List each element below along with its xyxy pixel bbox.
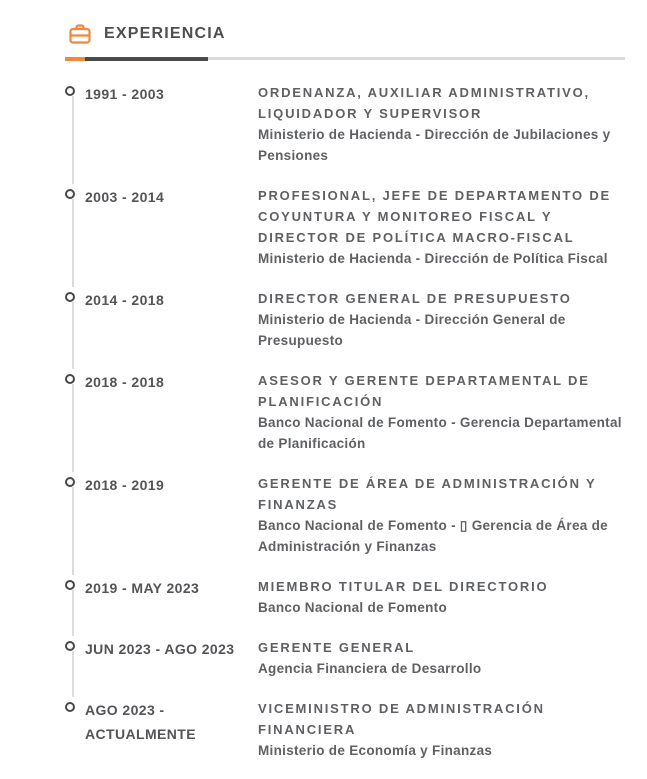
timeline-bullet-icon [65,189,75,199]
entry-details [258,185,625,269]
entry-organization: Ministerio de Hacienda - Dirección de Política Fiscal [258,251,608,266]
entry-organization: Ministerio de Hacienda - Dirección General de Presupuesto [258,312,566,348]
entry-organization: Banco Nacional de Fomento - ▯ Gerencia de Área de Administración y Finanzas [258,518,608,554]
timeline-entry [65,473,625,557]
timeline-bullet-icon [65,374,75,384]
entry-organization: Agencia Financiera de Desarrollo [258,661,482,676]
entry-details [258,473,625,557]
entry-title: DIRECTOR GENERAL DE PRESUPUESTO [258,291,572,306]
timeline-bullet-icon [65,641,75,651]
entry-organization: Banco Nacional de Fomento - Gerencia Departamental de Planificación [258,415,622,451]
entry-period: JUN 2023 - AGO 2023 [85,641,235,657]
entry-title: VICEMINISTRO DE ADMINISTRACIÓN FINANCIERA [258,701,545,737]
section-header [65,22,625,46]
entry-title: ASESOR Y GERENTE DEPARTAMENTAL DE PLANIFICACIÓN [258,373,590,409]
entry-period: AGO 2023 - ACTUALMENTE [85,702,196,742]
timeline-entry [65,82,625,166]
entry-details [258,370,625,454]
timeline-bullet-icon [65,86,75,96]
underline-dark-segment [85,57,208,61]
entry-title: GERENTE DE ÁREA DE ADMINISTRACIÓN Y FINANZAS [258,476,597,512]
timeline-entry [65,637,625,679]
entry-period: 2003 - 2014 [85,189,165,205]
entry-details [258,82,625,166]
timeline-bullet-icon [65,292,75,302]
entry-title: PROFESIONAL, JEFE DE DEPARTAMENTO DE COYUNTURA Y MONITOREO FISCAL Y DIRECTOR DE POLÍTICA MACRO-FISCAL [258,188,611,245]
timeline-entry [65,185,625,269]
underline-accent-segment [65,57,85,61]
timeline-entry [65,370,625,454]
entry-period: 2018 - 2018 [85,374,165,390]
section-underline [65,57,625,61]
entry-details [258,288,625,351]
entry-period: 1991 - 2003 [85,86,165,102]
entry-organization: Banco Nacional de Fomento [258,600,448,615]
briefcase-icon [68,22,92,46]
timeline-bullet-icon [65,477,75,487]
entry-details [258,698,625,761]
entry-title: ORDENANZA, AUXILIAR ADMINISTRATIVO, LIQUIDADOR Y SUPERVISOR [258,85,590,121]
entry-period: 2019 - MAY 2023 [85,580,200,596]
timeline-entry [65,576,625,618]
experience-timeline [65,82,625,761]
entry-details [258,576,625,618]
entry-organization: Ministerio de Hacienda - Dirección de Jubilaciones y Pensiones [258,127,611,163]
entry-organization: Ministerio de Economía y Finanzas [258,743,493,758]
entry-details [258,637,625,679]
underline-light-segment [208,57,625,60]
timeline-bullet-icon [65,702,75,712]
timeline-bullet-icon [65,580,75,590]
entry-period: 2014 - 2018 [85,292,165,308]
section-title: EXPERIENCIA [104,25,226,42]
timeline-entry [65,698,625,761]
entry-period: 2018 - 2019 [85,477,165,493]
entry-title: MIEMBRO TITULAR DEL DIRECTORIO [258,579,549,594]
timeline-entry [65,288,625,351]
entry-title: GERENTE GENERAL [258,640,416,655]
